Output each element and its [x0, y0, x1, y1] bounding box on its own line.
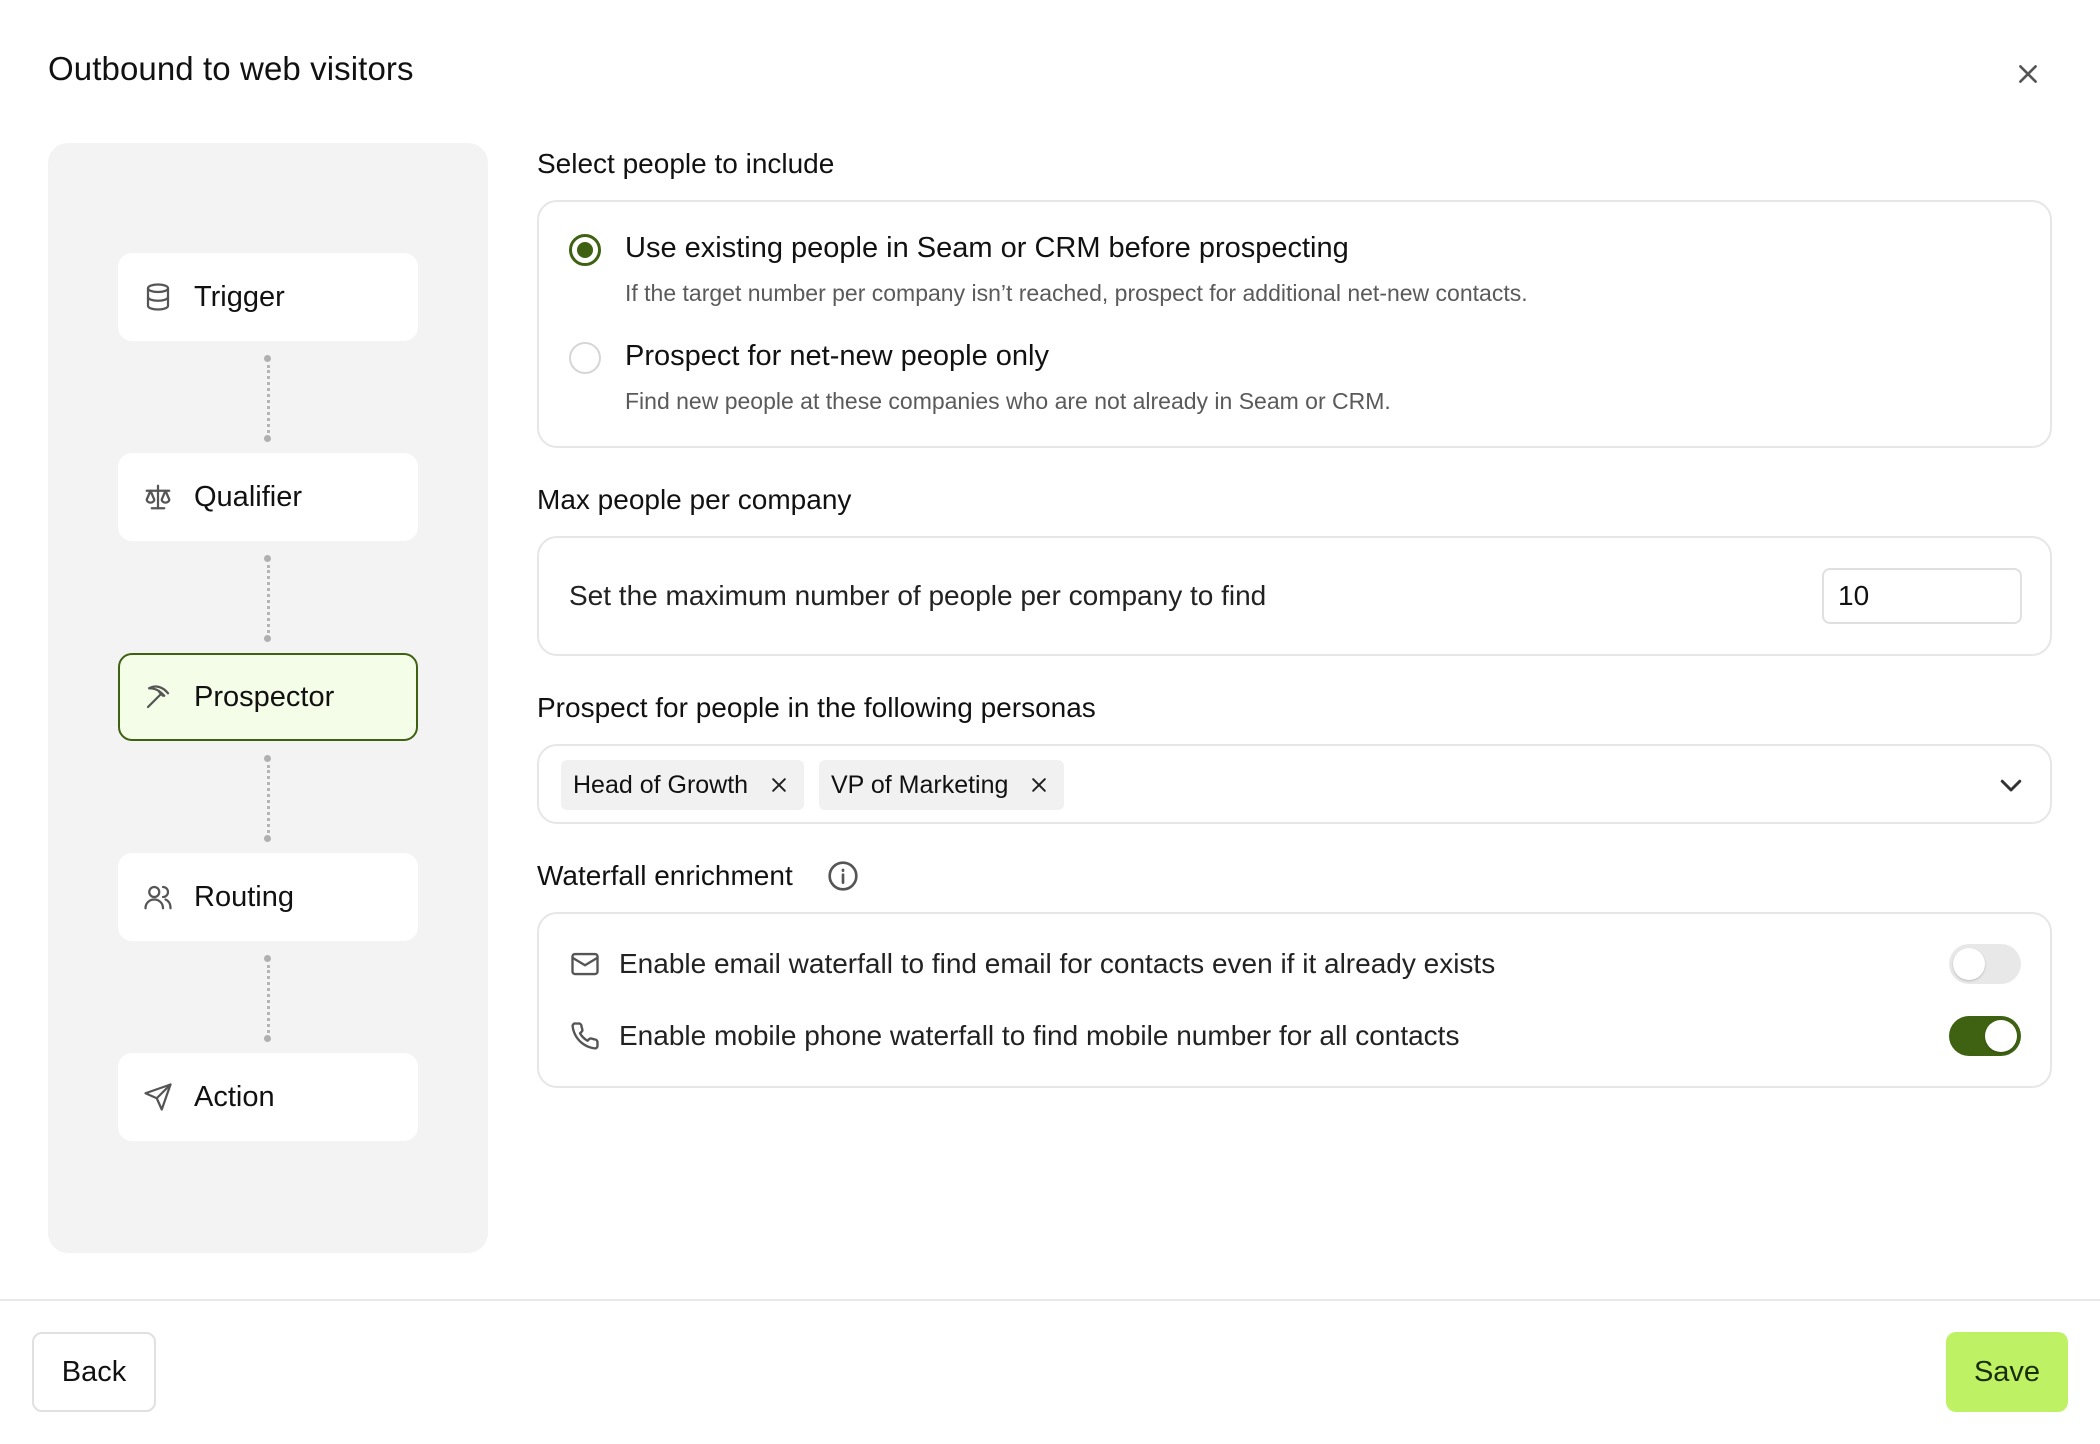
close-icon: [769, 775, 789, 795]
send-icon: [142, 1081, 174, 1113]
step-label: Qualifier: [194, 480, 302, 513]
step-label: Trigger: [194, 280, 285, 313]
persona-chip: [819, 760, 1064, 810]
waterfall-label: Enable email waterfall to find email for contacts even if it already exists: [619, 948, 1496, 979]
step-connector: [267, 365, 270, 433]
remove-chip-button[interactable]: [768, 774, 790, 796]
option-title: Prospect for net-new people only: [625, 340, 1049, 372]
step-prospector[interactable]: [118, 653, 418, 741]
option-description: If the target number per company isn’t reached, prospect for additional net-new contacts.: [625, 280, 1528, 306]
connector-dot: [264, 835, 271, 842]
footer-divider: [0, 1299, 2100, 1301]
connector-dot: [264, 755, 271, 762]
step-action[interactable]: [118, 1053, 418, 1141]
chevron-down-icon[interactable]: [1996, 770, 2026, 800]
chip-label: VP of Marketing: [831, 770, 1009, 799]
close-icon: [1029, 775, 1049, 795]
option-description: Find new people at these companies who are not already in Seam or CRM.: [625, 388, 1391, 414]
users-icon: [142, 881, 174, 913]
connector-dot: [264, 355, 271, 362]
personas-title: Prospect for people in the following personas: [537, 692, 1096, 723]
database-icon: [142, 281, 174, 313]
radio-use-existing[interactable]: [569, 234, 601, 266]
step-qualifier[interactable]: [118, 453, 418, 541]
max-people-card: [537, 536, 2052, 656]
connector-dot: [264, 555, 271, 562]
connector-dot: [264, 435, 271, 442]
workflow-steps-panel: [48, 143, 488, 1253]
close-icon: [2015, 61, 2041, 87]
toggle-knob: [1953, 948, 1985, 980]
step-routing[interactable]: [118, 853, 418, 941]
phone-waterfall-row: [569, 1016, 1459, 1056]
save-button[interactable]: Save: [1946, 1332, 2068, 1412]
select-people-card: [537, 200, 2052, 448]
step-connector: [267, 565, 270, 633]
step-connector: [267, 965, 270, 1033]
remove-chip-button[interactable]: [1028, 774, 1050, 796]
phone-icon: [569, 1020, 601, 1052]
email-waterfall-toggle[interactable]: [1949, 944, 2021, 984]
mail-icon: [569, 948, 601, 980]
back-button[interactable]: Back: [32, 1332, 156, 1412]
dialog-title: Outbound to web visitors: [48, 50, 414, 87]
radio-net-new-only[interactable]: [569, 342, 601, 374]
personas-select[interactable]: [537, 744, 2052, 824]
persona-chip: [561, 760, 804, 810]
step-label: Action: [194, 1080, 275, 1113]
email-waterfall-row: [569, 944, 1495, 984]
step-trigger[interactable]: [118, 253, 418, 341]
waterfall-title: Waterfall enrichment: [537, 860, 793, 891]
max-people-input[interactable]: [1822, 568, 2022, 624]
chip-label: Head of Growth: [573, 770, 749, 799]
option-title: Use existing people in Seam or CRM before prospecting: [625, 232, 1349, 264]
pickaxe-icon: [142, 681, 174, 713]
scale-icon: [142, 481, 174, 513]
connector-dot: [264, 635, 271, 642]
connector-dot: [264, 955, 271, 962]
step-connector: [267, 765, 270, 833]
toggle-knob: [1985, 1020, 2017, 1052]
info-icon[interactable]: [827, 860, 859, 892]
select-people-title: Select people to include: [537, 148, 835, 179]
phone-waterfall-toggle[interactable]: [1949, 1016, 2021, 1056]
connector-dot: [264, 1035, 271, 1042]
step-label: Prospector: [194, 680, 335, 713]
waterfall-card: [537, 912, 2052, 1088]
step-label: Routing: [194, 880, 294, 913]
max-people-label: Set the maximum number of people per company to find: [569, 580, 1267, 611]
close-button[interactable]: [2010, 56, 2046, 92]
waterfall-label: Enable mobile phone waterfall to find mobile number for all contacts: [619, 1020, 1460, 1051]
max-people-title: Max people per company: [537, 484, 852, 515]
